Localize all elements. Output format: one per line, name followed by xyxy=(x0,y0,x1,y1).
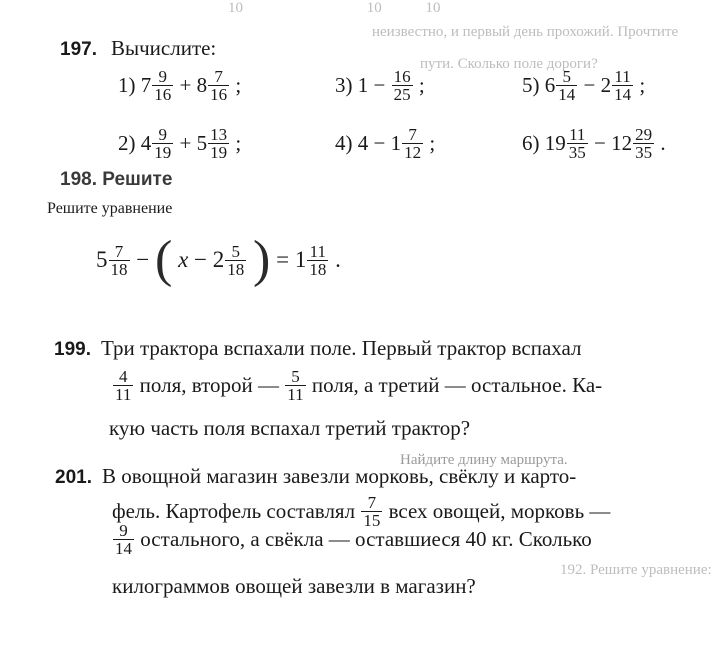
ghost-bleed-line-2: пути. Сколько поле дороги? xyxy=(420,56,598,72)
ghost-bleed-top: 10 10 10 xyxy=(228,0,441,16)
problem-number: 197. xyxy=(60,39,97,60)
problem-201-line-1: 201. В овощной магазин завезли морковь, свёклу и карто- xyxy=(55,464,577,488)
equation-expression: 5 $\frac{7}{18}$ − ( x − 2 $\frac{5}{18}$ ) = 1 $\frac{11}{18}$ . xyxy=(96,231,341,288)
ghost-bleed-bottom: 192. Решите уравнение: xyxy=(560,562,712,578)
expr-197-2: 2) 4 $\frac{9}{19}$ + 5 $\frac{13}{19}$ ; xyxy=(118,125,242,162)
problem-197-header xyxy=(60,36,216,61)
expr-197-4: 4) 4 − 1 $\frac{7}{12}$ ; xyxy=(335,125,436,162)
problem-number: 201. xyxy=(55,467,92,488)
problem-201-line-2: фель. Картофель составлял $\frac{7}{15}$ всех овощей, морковь — xyxy=(112,493,611,530)
problem-199-line-1: 199. Три трактора вспахали поле. Первый трактор вспахал xyxy=(54,336,582,360)
problem-title: Вычислите: xyxy=(110,36,217,60)
expr-197-3: 3) 1 − $\frac{16}{25}$ ; xyxy=(335,67,425,104)
ghost-bleed-mid: Найдите длину маршрута. xyxy=(400,452,568,468)
clipped-198-line: 198. Решите xyxy=(60,169,173,190)
left-paren: ( xyxy=(154,231,173,288)
expr-197-6: 6) 19 $\frac{11}{35}$ − 12 $\frac{29}{35}$ . xyxy=(522,125,666,162)
expr-197-1: 1) 7 $\frac{9}{16}$ + 8 $\frac{7}{16}$ ; xyxy=(118,67,242,104)
problem-201-line-4: килограммов овощей завезли в магазин? xyxy=(112,574,476,598)
problem-201-line-3: $\frac{9}{14}$ остального, а свёкла — оставшиеся 40 кг. Сколько xyxy=(115,521,592,558)
problem-199-line-3: кую часть поля вспахал третий трактор? xyxy=(109,416,471,440)
ghost-bleed-line: неизвестно, и первый день прохожий. Прочтите xyxy=(372,24,679,40)
problem-199-line-2: $\frac{4}{11}$ поля, второй — $\frac{5}{11}$ поля, а третий — остальное. Ка- xyxy=(115,367,603,404)
right-paren: ) xyxy=(253,231,271,288)
expr-197-5: 5) 6 $\frac{5}{14}$ − 2 $\frac{11}{14}$ ; xyxy=(522,67,646,104)
equation-heading: Решите уравнение xyxy=(47,200,173,217)
problem-number: 199. xyxy=(54,339,91,360)
